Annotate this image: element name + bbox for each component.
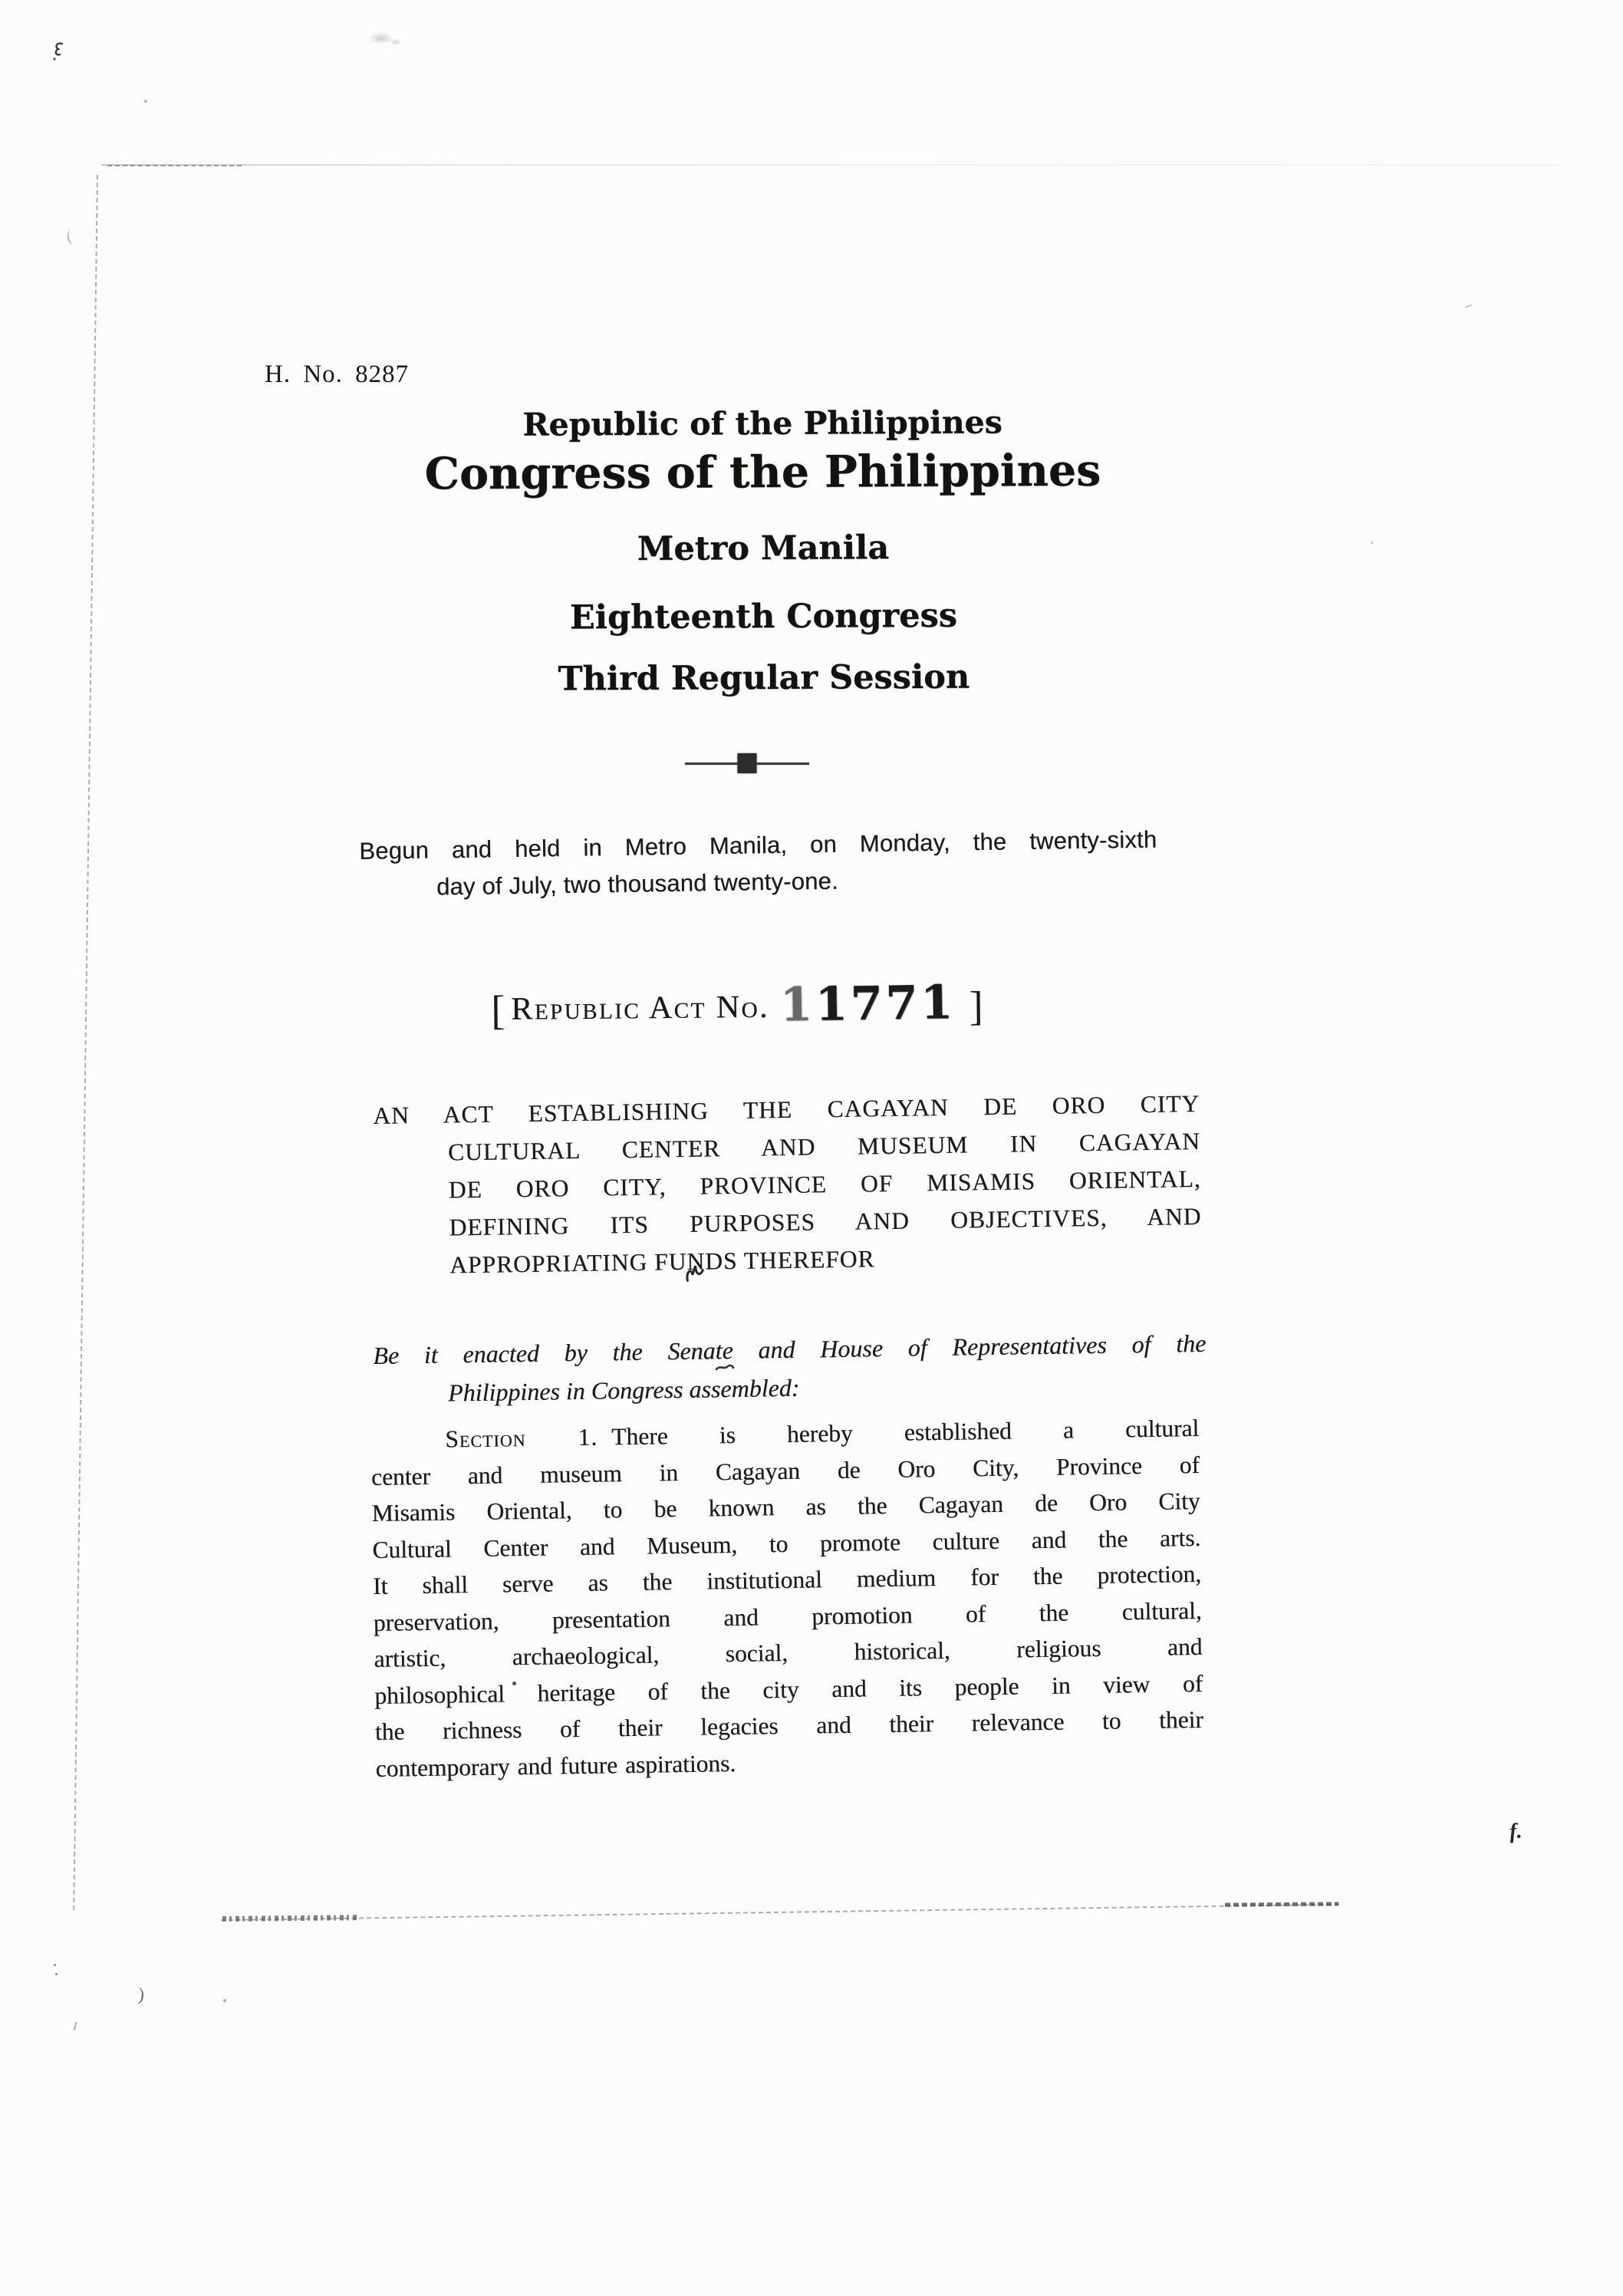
scan-artifact-margin-mark: f. — [1508, 1819, 1523, 1844]
section-1-paragraph — [370, 1410, 1204, 1787]
scan-artifact-arc — [66, 229, 77, 245]
act-title-line: AN ACT ESTABLISHING THE CAGAYAN DE ORO CITY — [373, 1090, 1200, 1129]
act-title-line: APPROPRIATING FUNDS THEREFOR — [449, 1245, 875, 1279]
scan-artifact-bottom-cluster — [222, 1915, 357, 1922]
act-title-line: DEFINING ITS PURPOSES AND OBJECTIVES, AND — [449, 1202, 1202, 1241]
header-republic-line: Republic of the Philippines — [522, 404, 1002, 443]
section-1-line: It shall serve as the institutional medium for the protection, — [372, 1560, 1202, 1599]
preamble — [359, 822, 1157, 907]
enacting-clause — [373, 1324, 1207, 1413]
section-1-line: the richness of their legacies and their relevance to their — [374, 1705, 1204, 1745]
section-1-line: artistic, archaeological, social, historical, religious and — [374, 1632, 1203, 1672]
enacting-clause-line: Be it enacted by the Senate and House of Representatives of the — [373, 1329, 1207, 1369]
page-bottom-edge — [221, 1904, 1339, 1921]
section-1-line: contemporary and future aspirations. — [375, 1749, 736, 1782]
act-number-label: Republic Act No. — [511, 989, 770, 1027]
header-congress-number-line: Eighteenth Congress — [569, 596, 958, 637]
header-metro-manila-line: Metro Manila — [637, 529, 890, 568]
close-bracket: ] — [969, 983, 983, 1029]
section-1-line: center and museum in Cagayan de Oro City, Province of — [370, 1451, 1200, 1491]
preamble-line: day of July, two thousand twenty-one. — [436, 867, 839, 901]
enacting-clause-line: Philippines in Congress assembled: — [447, 1373, 800, 1407]
open-bracket: [ — [491, 987, 505, 1033]
page-top-edge-dashes — [107, 165, 242, 166]
act-title — [373, 1085, 1203, 1285]
page-left-edge — [73, 175, 98, 1910]
scan-artifact-dot — [54, 1964, 56, 1966]
scan-artifact-dot — [55, 1973, 58, 1975]
section-1-text: There is hereby established a cultural — [611, 1414, 1200, 1451]
header-session-line: Third Regular Session — [558, 657, 970, 699]
scan-artifact-tick — [1465, 305, 1472, 308]
act-number-stamp: 11771 — [779, 975, 956, 1033]
section-1-line: Misamis Oriental, to be known as the Cagayan de Oro City — [371, 1487, 1200, 1527]
header-congress-line: Congress of the Philippines — [424, 444, 1101, 500]
act-title-line: CULTURAL CENTER AND MUSEUM IN CAGAYAN — [447, 1128, 1201, 1166]
section-divider — [685, 763, 809, 765]
scan-artifact-dot — [1371, 542, 1373, 544]
scan-artifact-curl — [51, 41, 67, 61]
scan-artifact-smudge — [390, 38, 402, 46]
scan-artifact-paren: ) — [137, 1985, 146, 2006]
house-bill-number: H. No. 8287 — [265, 361, 410, 388]
scan-artifact-dot — [223, 1999, 226, 2002]
act-title-line: DE ORO CITY, PROVINCE OF MISAMIS ORIENTAL, — [448, 1164, 1201, 1204]
scan-artifact-dot — [144, 100, 147, 103]
preamble-line: Begun and held in Metro Manila, on Monday, the twenty-sixth — [359, 825, 1157, 865]
section-1-line: preservation, presentation and promotion of the cultural, — [373, 1596, 1203, 1636]
section-1-line: Cultural Center and Museum, to promote culture and the arts. — [372, 1524, 1201, 1563]
scan-artifact-tick — [74, 2022, 77, 2031]
page-top-edge — [101, 164, 1562, 166]
scan-artifact-bottom-segment — [1225, 1902, 1338, 1906]
act-number-line — [491, 976, 983, 1034]
document-header — [291, 403, 1236, 700]
section-1-line: philosophical heritage of the city and its people in view of — [374, 1669, 1203, 1709]
section-1-heading: Section 1. — [445, 1423, 598, 1453]
